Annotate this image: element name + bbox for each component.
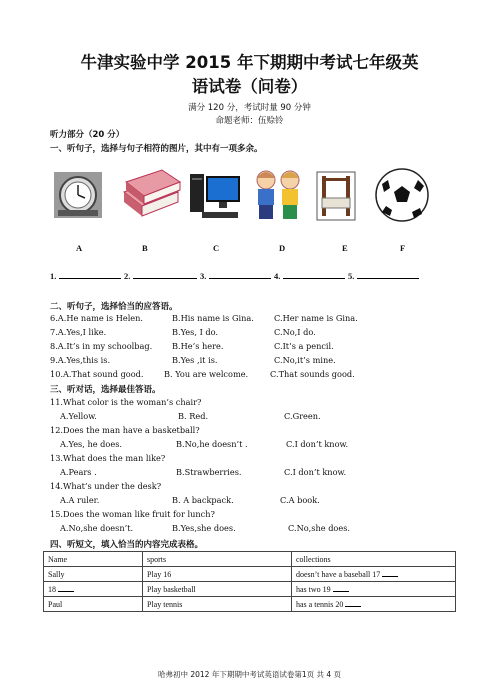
option-letter-c: C — [213, 243, 220, 253]
q9-c: C.No,it’s mine. — [274, 355, 336, 365]
clock-picture — [52, 166, 104, 224]
table-cell: doesn’t have a baseball 17 — [292, 567, 456, 582]
answer-blank-2[interactable]: 2. — [124, 270, 197, 281]
option-letter-f: F — [400, 243, 406, 253]
option-letter-e: E — [342, 243, 348, 253]
exam-meta-score: 满分 120 分，考试时量 90 分钟 — [188, 103, 311, 113]
q7-c: C.No,I do. — [274, 327, 316, 337]
fill-in-table — [43, 551, 456, 612]
books-picture — [120, 166, 182, 224]
q13-b: B.Strawberries. — [176, 467, 242, 477]
q9-a: 9.A.Yes,this is. — [50, 355, 111, 365]
boys-picture — [252, 166, 304, 224]
part1-heading: 一、听句子，选择与句子相符的图片，其中有一项多余。 — [50, 144, 263, 154]
q10-a: 10.A.That sound good. — [50, 369, 144, 379]
q6-c: C.Her name is Gina. — [274, 313, 358, 323]
q12-b: B.No,he doesn’t . — [176, 439, 248, 449]
answer-blank-5[interactable]: 5. — [348, 270, 419, 281]
q15-c: C.No,she does. — [288, 523, 351, 533]
table-cell: Play tennis — [143, 597, 292, 612]
blank-17[interactable] — [382, 569, 398, 577]
table-header-row — [44, 552, 456, 567]
table-header-cell: collections — [292, 552, 456, 567]
q15-a: A.No,she doesn’t. — [60, 523, 134, 533]
answer-blank-3[interactable]: 3. — [200, 270, 271, 281]
q14-c: C.A book. — [280, 495, 320, 505]
table-header-cell: Name — [44, 552, 143, 567]
part4-heading: 四、听短文，填入恰当的内容完成表格。 — [50, 540, 204, 550]
table-cell: Play 16 — [143, 567, 292, 582]
q6-b: B.His name is Gina. — [172, 313, 254, 323]
answer-blank-1[interactable]: 1. — [50, 270, 121, 281]
table-row — [44, 582, 456, 597]
q6-a: 6.A.He name is Helen. — [50, 313, 144, 323]
option-letter-d: D — [279, 243, 286, 253]
q11-question: 11.What color is the woman’s chair? — [50, 397, 202, 407]
q7-a: 7.A.Yes,I like. — [50, 327, 107, 337]
q14-a: A.A ruler. — [60, 495, 100, 505]
exam-title-line2: 语试卷（问卷） — [191, 77, 308, 96]
table-cell: Sally — [44, 567, 143, 582]
q8-a: 8.A.It’s in my schoolbag. — [50, 341, 153, 351]
q9-b: B.Yes ,it is. — [172, 355, 218, 365]
table-cell: Play basketball — [143, 582, 292, 597]
table-cell: has a tennis 20 — [292, 597, 456, 612]
blank-18[interactable] — [58, 584, 74, 592]
q7-b: B.Yes, I do. — [172, 327, 219, 337]
table-cell: Paul — [44, 597, 143, 612]
q12-question: 12.Does the man have a basketball? — [50, 425, 200, 435]
part2-heading: 二、听句子，选择恰当的应答语。 — [50, 302, 178, 312]
football-picture — [372, 166, 432, 224]
page-footer: 哈弗初中 2012 年下期期中考试英语试卷第1页 共 4 页 — [157, 670, 342, 679]
table-cell: has two 19 — [292, 582, 456, 597]
option-letter-a: A — [76, 243, 83, 253]
table-row — [44, 597, 456, 612]
option-letter-b: B — [142, 243, 148, 253]
part3-heading: 三、听对话，选择最佳答语。 — [50, 385, 161, 395]
q8-c: C.It’s a pencil. — [274, 341, 334, 351]
table-row — [44, 567, 456, 582]
q11-b: B. Red. — [178, 411, 209, 421]
exam-title-line1: 牛津实验中学 2015 年下期期中考试七年级英 — [80, 53, 419, 72]
table-cell: 18 — [44, 582, 143, 597]
q15-b: B.Yes,she does. — [172, 523, 236, 533]
blank-19[interactable] — [333, 584, 349, 592]
q13-question: 13.What does the man like? — [50, 453, 166, 463]
q13-c: C.I don’t know. — [284, 467, 347, 477]
answer-blank-4[interactable]: 4. — [274, 270, 345, 281]
q10-c: C.That sounds good. — [270, 369, 355, 379]
computer-picture — [188, 166, 246, 224]
table-header-cell: sports — [143, 552, 292, 567]
q13-a: A.Pears . — [60, 467, 97, 477]
bed-picture — [316, 166, 356, 224]
q14-b: B. A backpack. — [172, 495, 234, 505]
exam-meta-author: 命题老师：伍赊铃 — [215, 116, 284, 126]
listening-heading: 听力部分（20 分） — [50, 130, 125, 140]
q10-b: B. You are welcome. — [164, 369, 249, 379]
q12-a: A.Yes, he does. — [60, 439, 123, 449]
q8-b: B.He’s here. — [172, 341, 224, 351]
q15-question: 15.Does the woman like fruit for lunch? — [50, 509, 215, 519]
q12-c: C.I don’t know. — [286, 439, 349, 449]
q11-c: C.Green. — [284, 411, 321, 421]
blank-20[interactable] — [345, 599, 361, 607]
q14-question: 14.What’s under the desk? — [50, 481, 162, 491]
q11-a: A.Yellow. — [60, 411, 97, 421]
